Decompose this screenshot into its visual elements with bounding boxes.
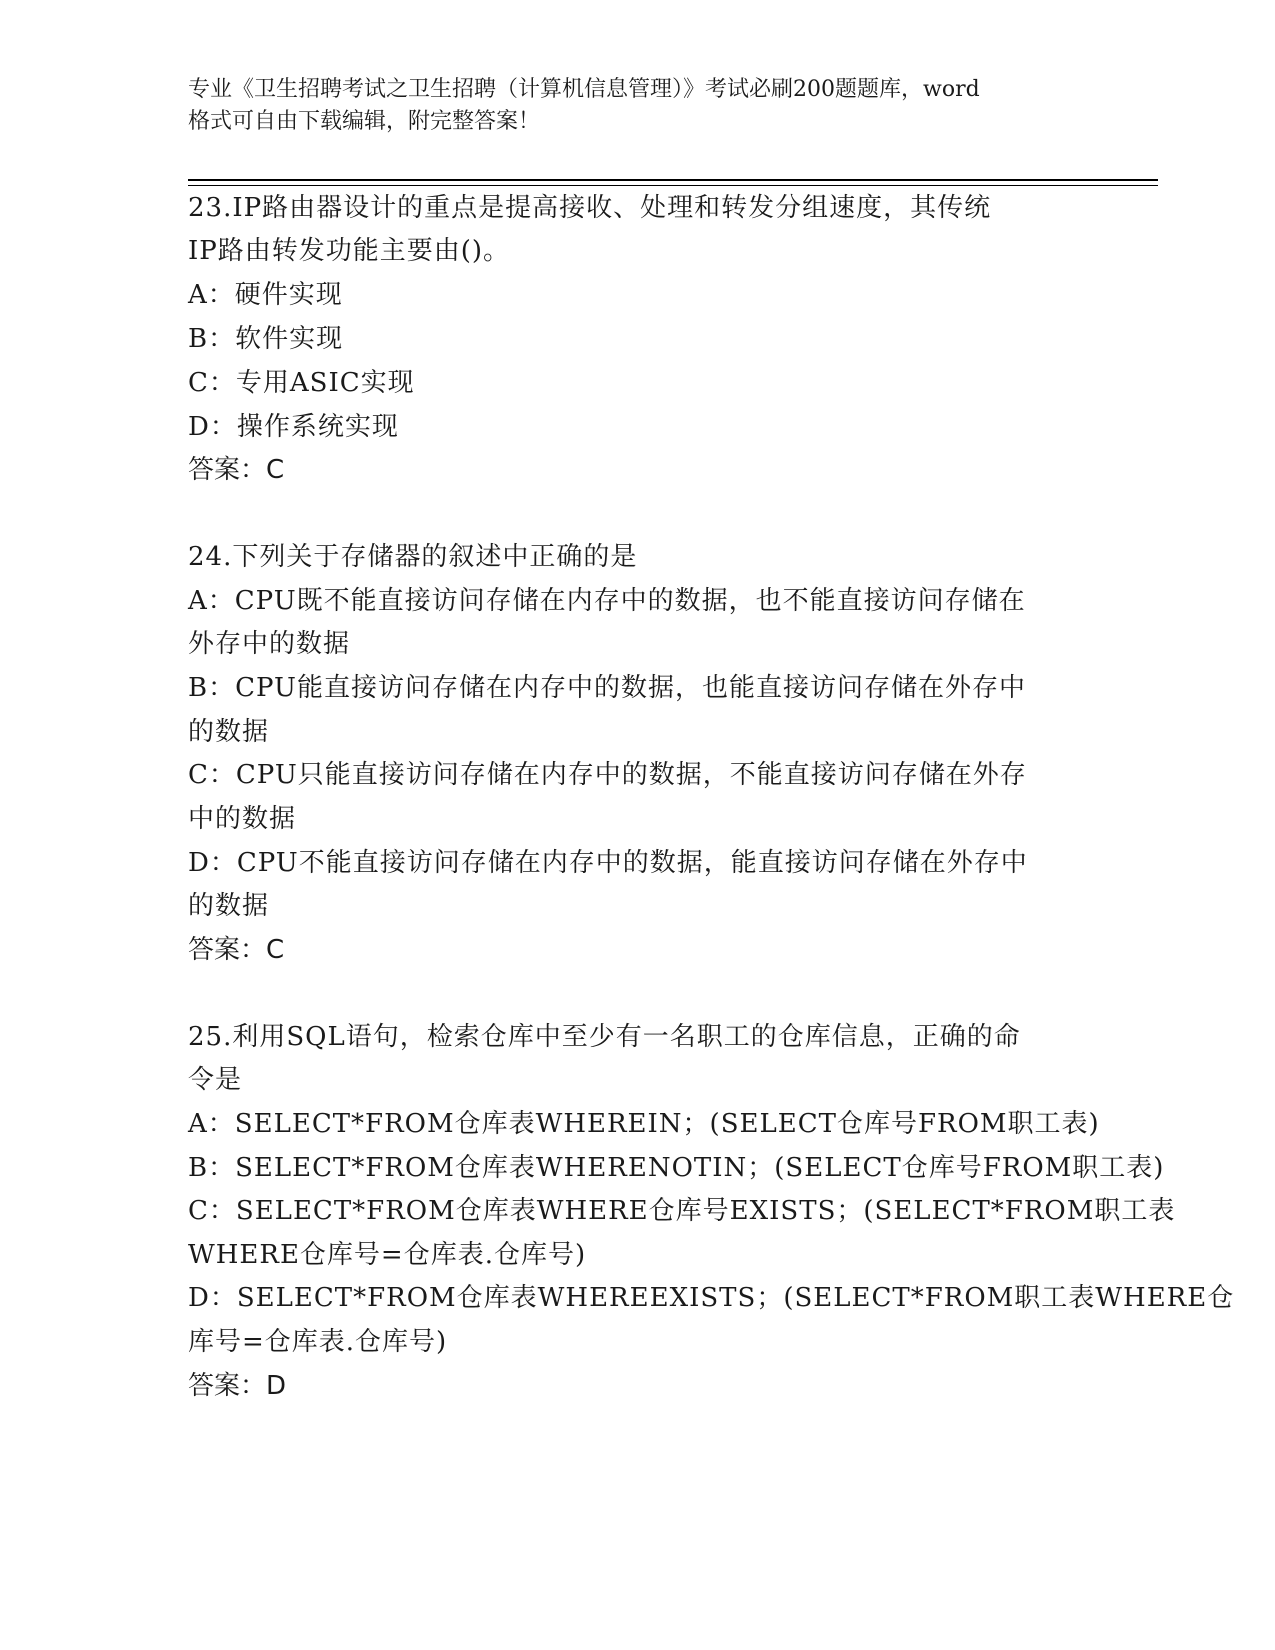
header-text-line-2: 格式可自由下载编辑，附完整答案！ <box>188 109 541 134</box>
header-text-line-1: 专业《卫生招聘考试之卫生招聘（计算机信息管理）》考试必刷200题题库，word <box>188 77 980 102</box>
question-25-stem-line-1: 25.利用SQL语句，检索仓库中至少有一名职工的仓库信息，正确的命 <box>188 1022 1021 1052</box>
question-23-option-d: D：操作系统实现 <box>188 412 399 442</box>
question-24-stem-line-1: 24.下列关于存储器的叙述中正确的是 <box>188 542 638 572</box>
question-24-option-c-line-1: C：CPU只能直接访问存储在内存中的数据，不能直接访问存储在外存 <box>188 760 1027 790</box>
question-25-stem-line-2: 令是 <box>188 1065 243 1095</box>
question-25-option-c-line-1: C：SELECT*FROM仓库表WHERE仓库号EXISTS；(SELECT*FROM职工表 <box>188 1196 1176 1226</box>
question-24-option-c-line-2: 中的数据 <box>188 804 297 834</box>
question-25-option-d-line-2: 库号=仓库表.仓库号) <box>188 1327 448 1357</box>
question-23-answer: 答案：C <box>188 455 285 485</box>
header-divider-thin <box>188 185 1158 186</box>
question-25-option-b: B：SELECT*FROM仓库表WHERENOTIN；(SELECT仓库号FROM职工表) <box>188 1153 1165 1183</box>
question-24-option-d-line-2: 的数据 <box>188 891 270 921</box>
question-25-option-a: A：SELECT*FROM仓库表WHEREIN；(SELECT仓库号FROM职工表) <box>188 1109 1100 1139</box>
question-23-stem-line-1: 23.IP路由器设计的重点是提高接收、处理和转发分组速度，其传统 <box>188 193 992 223</box>
question-25-option-c-line-2: WHERE仓库号=仓库表.仓库号) <box>188 1240 587 1270</box>
question-24-option-a-line-2: 外存中的数据 <box>188 629 351 659</box>
question-23-option-c: C：专用ASIC实现 <box>188 368 415 398</box>
question-24-option-b-line-1: B：CPU能直接访问存储在内存中的数据，也能直接访问存储在外存中 <box>188 673 1026 703</box>
question-24-option-b-line-2: 的数据 <box>188 717 270 747</box>
header-divider-thick <box>188 179 1158 181</box>
question-25-answer: 答案：D <box>188 1371 287 1401</box>
question-24-option-a-line-1: A：CPU既不能直接访问存储在内存中的数据，也不能直接访问存储在 <box>188 586 1026 616</box>
question-23-option-a: A：硬件实现 <box>188 280 343 310</box>
question-23-stem-line-2: IP路由转发功能主要由()。 <box>188 236 511 266</box>
question-24-option-d-line-1: D：CPU不能直接访问存储在内存中的数据，能直接访问存储在外存中 <box>188 848 1028 878</box>
question-23-option-b: B：软件实现 <box>188 324 344 354</box>
question-24-answer: 答案：C <box>188 935 285 965</box>
question-25-option-d-line-1: D：SELECT*FROM仓库表WHEREEXISTS；(SELECT*FROM职工表WHERE仓 <box>188 1283 1235 1313</box>
